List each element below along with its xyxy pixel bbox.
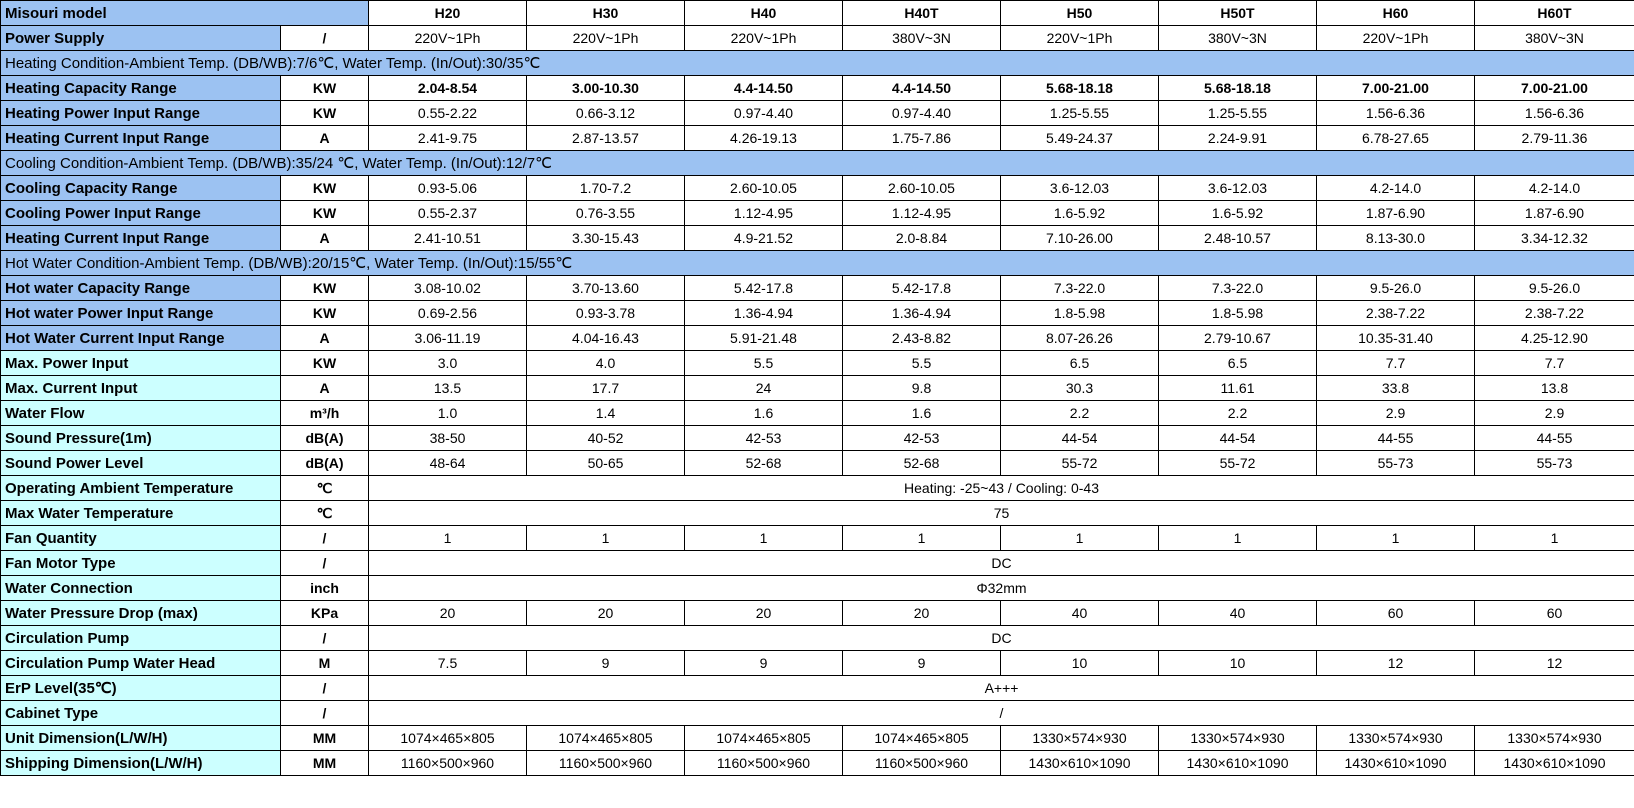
value-cell: 7.7: [1475, 351, 1634, 376]
value-cell: 4.26-19.13: [685, 126, 843, 151]
section-title: Hot Water Condition-Ambient Temp. (DB/WB):20/15℃, Water Temp. (In/Out):15/55℃: [1, 251, 1634, 276]
value-cell: 44-55: [1317, 426, 1475, 451]
table-row: [1, 226, 1634, 251]
value-cell: 1.56-6.36: [1317, 101, 1475, 126]
value-cell: 48-64: [369, 451, 527, 476]
model-header: H40T: [843, 1, 1001, 26]
value-cell: 2.79-10.67: [1159, 326, 1317, 351]
row-unit: KW: [281, 276, 369, 301]
value-cell: 60: [1317, 601, 1475, 626]
value-cell: 4.2-14.0: [1475, 176, 1634, 201]
model-header: H50T: [1159, 1, 1317, 26]
row-unit: A: [281, 376, 369, 401]
value-cell: 2.38-7.22: [1475, 301, 1634, 326]
value-cell: 9.5-26.0: [1317, 276, 1475, 301]
row-unit: KW: [281, 201, 369, 226]
row-unit: A: [281, 126, 369, 151]
row-label: Fan Quantity: [1, 526, 281, 551]
table-row: [1, 476, 1634, 501]
value-cell: 1.6: [843, 401, 1001, 426]
value-cell: 8.13-30.0: [1317, 226, 1475, 251]
value-cell: 2.43-8.82: [843, 326, 1001, 351]
value-cell: 52-68: [685, 451, 843, 476]
value-cell: 13.5: [369, 376, 527, 401]
value-cell: 7.3-22.0: [1159, 276, 1317, 301]
value-cell: 2.41-9.75: [369, 126, 527, 151]
value-cell: 12: [1475, 651, 1634, 676]
value-cell: 1.0: [369, 401, 527, 426]
value-cell: 10.35-31.40: [1317, 326, 1475, 351]
value-cell: 8.07-26.26: [1001, 326, 1159, 351]
row-unit: ℃: [281, 501, 369, 526]
value-cell: 60: [1475, 601, 1634, 626]
row-label: ErP Level(35℃): [1, 676, 281, 701]
row-label: Circulation Pump Water Head: [1, 651, 281, 676]
value-cell: 5.42-17.8: [685, 276, 843, 301]
row-unit: dB(A): [281, 451, 369, 476]
row-unit: dB(A): [281, 426, 369, 451]
value-cell: 4.4-14.50: [843, 76, 1001, 101]
row-unit: ℃: [281, 476, 369, 501]
value-cell: 40: [1159, 601, 1317, 626]
model-series-title: Misouri model: [1, 1, 369, 26]
value-cell: 55-72: [1001, 451, 1159, 476]
value-cell: 6.5: [1001, 351, 1159, 376]
value-cell: 4.04-16.43: [527, 326, 685, 351]
table-row: [1, 626, 1634, 651]
value-cell: 1.6-5.92: [1001, 201, 1159, 226]
value-cell: 220V~1Ph: [685, 26, 843, 51]
merged-value-cell: DC: [369, 551, 1634, 576]
value-cell: 7.7: [1317, 351, 1475, 376]
value-cell: 1.12-4.95: [685, 201, 843, 226]
table-row: [1, 526, 1634, 551]
table-row: [1, 501, 1634, 526]
value-cell: 1.12-4.95: [843, 201, 1001, 226]
value-cell: 1074×465×805: [369, 726, 527, 751]
value-cell: 9: [527, 651, 685, 676]
row-unit: KW: [281, 176, 369, 201]
value-cell: 24: [685, 376, 843, 401]
value-cell: 2.2: [1159, 401, 1317, 426]
row-unit: M: [281, 651, 369, 676]
row-unit: A: [281, 226, 369, 251]
value-cell: 4.0: [527, 351, 685, 376]
value-cell: 4.25-12.90: [1475, 326, 1634, 351]
section-header-row: [1, 151, 1634, 176]
row-label: Max Water Temperature: [1, 501, 281, 526]
value-cell: 1.56-6.36: [1475, 101, 1634, 126]
table-row: [1, 726, 1634, 751]
value-cell: 3.30-15.43: [527, 226, 685, 251]
model-header: H40: [685, 1, 843, 26]
value-cell: 2.2: [1001, 401, 1159, 426]
row-label: Hot water Capacity Range: [1, 276, 281, 301]
table-row: [1, 651, 1634, 676]
value-cell: 3.6-12.03: [1001, 176, 1159, 201]
value-cell: 2.60-10.05: [685, 176, 843, 201]
value-cell: 55-73: [1317, 451, 1475, 476]
section-title: Heating Condition-Ambient Temp. (DB/WB):7/6℃, Water Temp. (In/Out):30/35℃: [1, 51, 1634, 76]
value-cell: 1074×465×805: [527, 726, 685, 751]
row-label: Operating Ambient Temperature: [1, 476, 281, 501]
value-cell: 0.55-2.22: [369, 101, 527, 126]
value-cell: 3.70-13.60: [527, 276, 685, 301]
row-label: Sound Power Level: [1, 451, 281, 476]
section-title: Cooling Condition-Ambient Temp. (DB/WB):35/24 ℃, Water Temp. (In/Out):12/7℃: [1, 151, 1634, 176]
value-cell: 4.4-14.50: [685, 76, 843, 101]
value-cell: 12: [1317, 651, 1475, 676]
table-row: [1, 551, 1634, 576]
table-row: [1, 601, 1634, 626]
value-cell: 1430×610×1090: [1475, 751, 1634, 776]
value-cell: 2.24-9.91: [1159, 126, 1317, 151]
value-cell: 1: [1317, 526, 1475, 551]
value-cell: 52-68: [843, 451, 1001, 476]
row-unit: KW: [281, 301, 369, 326]
value-cell: 7.5: [369, 651, 527, 676]
section-header-row: [1, 251, 1634, 276]
value-cell: 2.9: [1475, 401, 1634, 426]
value-cell: 0.66-3.12: [527, 101, 685, 126]
table-row: [1, 376, 1634, 401]
row-label: Fan Motor Type: [1, 551, 281, 576]
value-cell: 20: [685, 601, 843, 626]
value-cell: 1.36-4.94: [685, 301, 843, 326]
row-label: Max. Current Input: [1, 376, 281, 401]
value-cell: 380V~3N: [1159, 26, 1317, 51]
value-cell: 1160×500×960: [843, 751, 1001, 776]
value-cell: 3.34-12.32: [1475, 226, 1634, 251]
value-cell: 0.55-2.37: [369, 201, 527, 226]
row-label: Unit Dimension(L/W/H): [1, 726, 281, 751]
value-cell: 2.9: [1317, 401, 1475, 426]
section-header-row: [1, 51, 1634, 76]
value-cell: 17.7: [527, 376, 685, 401]
row-unit: KW: [281, 76, 369, 101]
value-cell: 3.08-10.02: [369, 276, 527, 301]
value-cell: 1330×574×930: [1317, 726, 1475, 751]
value-cell: 0.93-3.78: [527, 301, 685, 326]
value-cell: 44-54: [1159, 426, 1317, 451]
value-cell: 1.6: [685, 401, 843, 426]
value-cell: 0.76-3.55: [527, 201, 685, 226]
value-cell: 1074×465×805: [843, 726, 1001, 751]
merged-value-cell: Heating: -25~43 / Cooling: 0-43: [369, 476, 1634, 501]
value-cell: 1: [843, 526, 1001, 551]
value-cell: 1160×500×960: [527, 751, 685, 776]
row-unit: /: [281, 676, 369, 701]
header-row: [1, 1, 1634, 26]
table-row: [1, 176, 1634, 201]
row-label: Heating Power Input Range: [1, 101, 281, 126]
row-label: Water Connection: [1, 576, 281, 601]
row-label: Sound Pressure(1m): [1, 426, 281, 451]
row-label: Circulation Pump: [1, 626, 281, 651]
row-unit: /: [281, 701, 369, 726]
value-cell: 2.0-8.84: [843, 226, 1001, 251]
merged-value-cell: DC: [369, 626, 1634, 651]
row-unit: KW: [281, 351, 369, 376]
row-label: Heating Current Input Range: [1, 226, 281, 251]
value-cell: 9.8: [843, 376, 1001, 401]
value-cell: 1: [685, 526, 843, 551]
row-unit: KPa: [281, 601, 369, 626]
value-cell: 5.68-18.18: [1159, 76, 1317, 101]
value-cell: 4.2-14.0: [1317, 176, 1475, 201]
table-row: [1, 326, 1634, 351]
table-row: [1, 576, 1634, 601]
table-row: [1, 76, 1634, 101]
row-unit: MM: [281, 726, 369, 751]
value-cell: 5.91-21.48: [685, 326, 843, 351]
value-cell: 1160×500×960: [369, 751, 527, 776]
value-cell: 1: [369, 526, 527, 551]
value-cell: 9.5-26.0: [1475, 276, 1634, 301]
value-cell: 7.10-26.00: [1001, 226, 1159, 251]
value-cell: 3.0: [369, 351, 527, 376]
value-cell: 2.48-10.57: [1159, 226, 1317, 251]
value-cell: 1330×574×930: [1475, 726, 1634, 751]
value-cell: 10: [1001, 651, 1159, 676]
value-cell: 1.8-5.98: [1001, 301, 1159, 326]
value-cell: 11.61: [1159, 376, 1317, 401]
value-cell: 2.04-8.54: [369, 76, 527, 101]
value-cell: 1: [1001, 526, 1159, 551]
value-cell: 44-55: [1475, 426, 1634, 451]
value-cell: 1: [1475, 526, 1634, 551]
row-label: Water Pressure Drop (max): [1, 601, 281, 626]
value-cell: 3.06-11.19: [369, 326, 527, 351]
value-cell: 5.42-17.8: [843, 276, 1001, 301]
value-cell: 2.87-13.57: [527, 126, 685, 151]
value-cell: 9: [685, 651, 843, 676]
model-header: H60T: [1475, 1, 1634, 26]
row-unit: inch: [281, 576, 369, 601]
value-cell: 7.00-21.00: [1317, 76, 1475, 101]
table-row: [1, 351, 1634, 376]
row-unit: /: [281, 26, 369, 51]
merged-value-cell: 75: [369, 501, 1634, 526]
value-cell: 1.36-4.94: [843, 301, 1001, 326]
value-cell: 0.97-4.40: [685, 101, 843, 126]
value-cell: 2.41-10.51: [369, 226, 527, 251]
value-cell: 3.6-12.03: [1159, 176, 1317, 201]
value-cell: 44-54: [1001, 426, 1159, 451]
row-label: Shipping Dimension(L/W/H): [1, 751, 281, 776]
value-cell: 3.00-10.30: [527, 76, 685, 101]
table-row: [1, 126, 1634, 151]
value-cell: 40-52: [527, 426, 685, 451]
value-cell: 13.8: [1475, 376, 1634, 401]
value-cell: 1330×574×930: [1159, 726, 1317, 751]
table-row: [1, 301, 1634, 326]
value-cell: 2.60-10.05: [843, 176, 1001, 201]
value-cell: 7.00-21.00: [1475, 76, 1634, 101]
value-cell: 7.3-22.0: [1001, 276, 1159, 301]
value-cell: 1.70-7.2: [527, 176, 685, 201]
value-cell: 30.3: [1001, 376, 1159, 401]
merged-value-cell: A+++: [369, 676, 1634, 701]
value-cell: 6.78-27.65: [1317, 126, 1475, 151]
value-cell: 38-50: [369, 426, 527, 451]
merged-value-cell: Φ32mm: [369, 576, 1634, 601]
value-cell: 1330×574×930: [1001, 726, 1159, 751]
value-cell: 1074×465×805: [685, 726, 843, 751]
value-cell: 1.4: [527, 401, 685, 426]
value-cell: 5.5: [843, 351, 1001, 376]
value-cell: 1: [527, 526, 685, 551]
table-row: [1, 751, 1634, 776]
row-label: Cooling Capacity Range: [1, 176, 281, 201]
model-header: H30: [527, 1, 685, 26]
value-cell: 42-53: [685, 426, 843, 451]
value-cell: 1.25-5.55: [1159, 101, 1317, 126]
row-unit: KW: [281, 101, 369, 126]
table-row: [1, 401, 1634, 426]
value-cell: 5.68-18.18: [1001, 76, 1159, 101]
row-label: Hot water Power Input Range: [1, 301, 281, 326]
value-cell: 1.6-5.92: [1159, 201, 1317, 226]
model-header: H20: [369, 1, 527, 26]
value-cell: 1430×610×1090: [1001, 751, 1159, 776]
value-cell: 42-53: [843, 426, 1001, 451]
value-cell: 9: [843, 651, 1001, 676]
table-row: [1, 101, 1634, 126]
value-cell: 5.5: [685, 351, 843, 376]
table-row: [1, 201, 1634, 226]
value-cell: 0.69-2.56: [369, 301, 527, 326]
row-unit: MM: [281, 751, 369, 776]
value-cell: 220V~1Ph: [369, 26, 527, 51]
value-cell: 1430×610×1090: [1159, 751, 1317, 776]
row-unit: m³/h: [281, 401, 369, 426]
row-label: Water Flow: [1, 401, 281, 426]
model-header: H60: [1317, 1, 1475, 26]
value-cell: 1160×500×960: [685, 751, 843, 776]
table-row: [1, 26, 1634, 51]
value-cell: 220V~1Ph: [1001, 26, 1159, 51]
value-cell: 1.8-5.98: [1159, 301, 1317, 326]
value-cell: 20: [843, 601, 1001, 626]
model-header: H50: [1001, 1, 1159, 26]
row-unit: /: [281, 551, 369, 576]
value-cell: 4.9-21.52: [685, 226, 843, 251]
row-label: Hot Water Current Input Range: [1, 326, 281, 351]
value-cell: 0.93-5.06: [369, 176, 527, 201]
value-cell: 1: [1159, 526, 1317, 551]
value-cell: 2.79-11.36: [1475, 126, 1634, 151]
value-cell: 40: [1001, 601, 1159, 626]
value-cell: 1.87-6.90: [1317, 201, 1475, 226]
value-cell: 6.5: [1159, 351, 1317, 376]
row-label: Max. Power Input: [1, 351, 281, 376]
value-cell: 55-72: [1159, 451, 1317, 476]
value-cell: 5.49-24.37: [1001, 126, 1159, 151]
value-cell: 220V~1Ph: [1317, 26, 1475, 51]
value-cell: 50-65: [527, 451, 685, 476]
value-cell: 1.25-5.55: [1001, 101, 1159, 126]
table-row: [1, 451, 1634, 476]
merged-value-cell: /: [369, 701, 1634, 726]
value-cell: 10: [1159, 651, 1317, 676]
row-label: Power Supply: [1, 26, 281, 51]
table-row: [1, 426, 1634, 451]
value-cell: 0.97-4.40: [843, 101, 1001, 126]
value-cell: 380V~3N: [1475, 26, 1634, 51]
value-cell: 20: [527, 601, 685, 626]
table-row: [1, 676, 1634, 701]
row-unit: A: [281, 326, 369, 351]
value-cell: 1.87-6.90: [1475, 201, 1634, 226]
value-cell: 220V~1Ph: [527, 26, 685, 51]
row-label: Cabinet Type: [1, 701, 281, 726]
table-row: [1, 701, 1634, 726]
row-label: Heating Capacity Range: [1, 76, 281, 101]
row-label: Heating Current Input Range: [1, 126, 281, 151]
value-cell: 33.8: [1317, 376, 1475, 401]
value-cell: 380V~3N: [843, 26, 1001, 51]
value-cell: 20: [369, 601, 527, 626]
value-cell: 1430×610×1090: [1317, 751, 1475, 776]
row-unit: /: [281, 626, 369, 651]
row-label: Cooling Power Input Range: [1, 201, 281, 226]
value-cell: 1.75-7.86: [843, 126, 1001, 151]
row-unit: /: [281, 526, 369, 551]
value-cell: 55-73: [1475, 451, 1634, 476]
table-row: [1, 276, 1634, 301]
value-cell: 2.38-7.22: [1317, 301, 1475, 326]
